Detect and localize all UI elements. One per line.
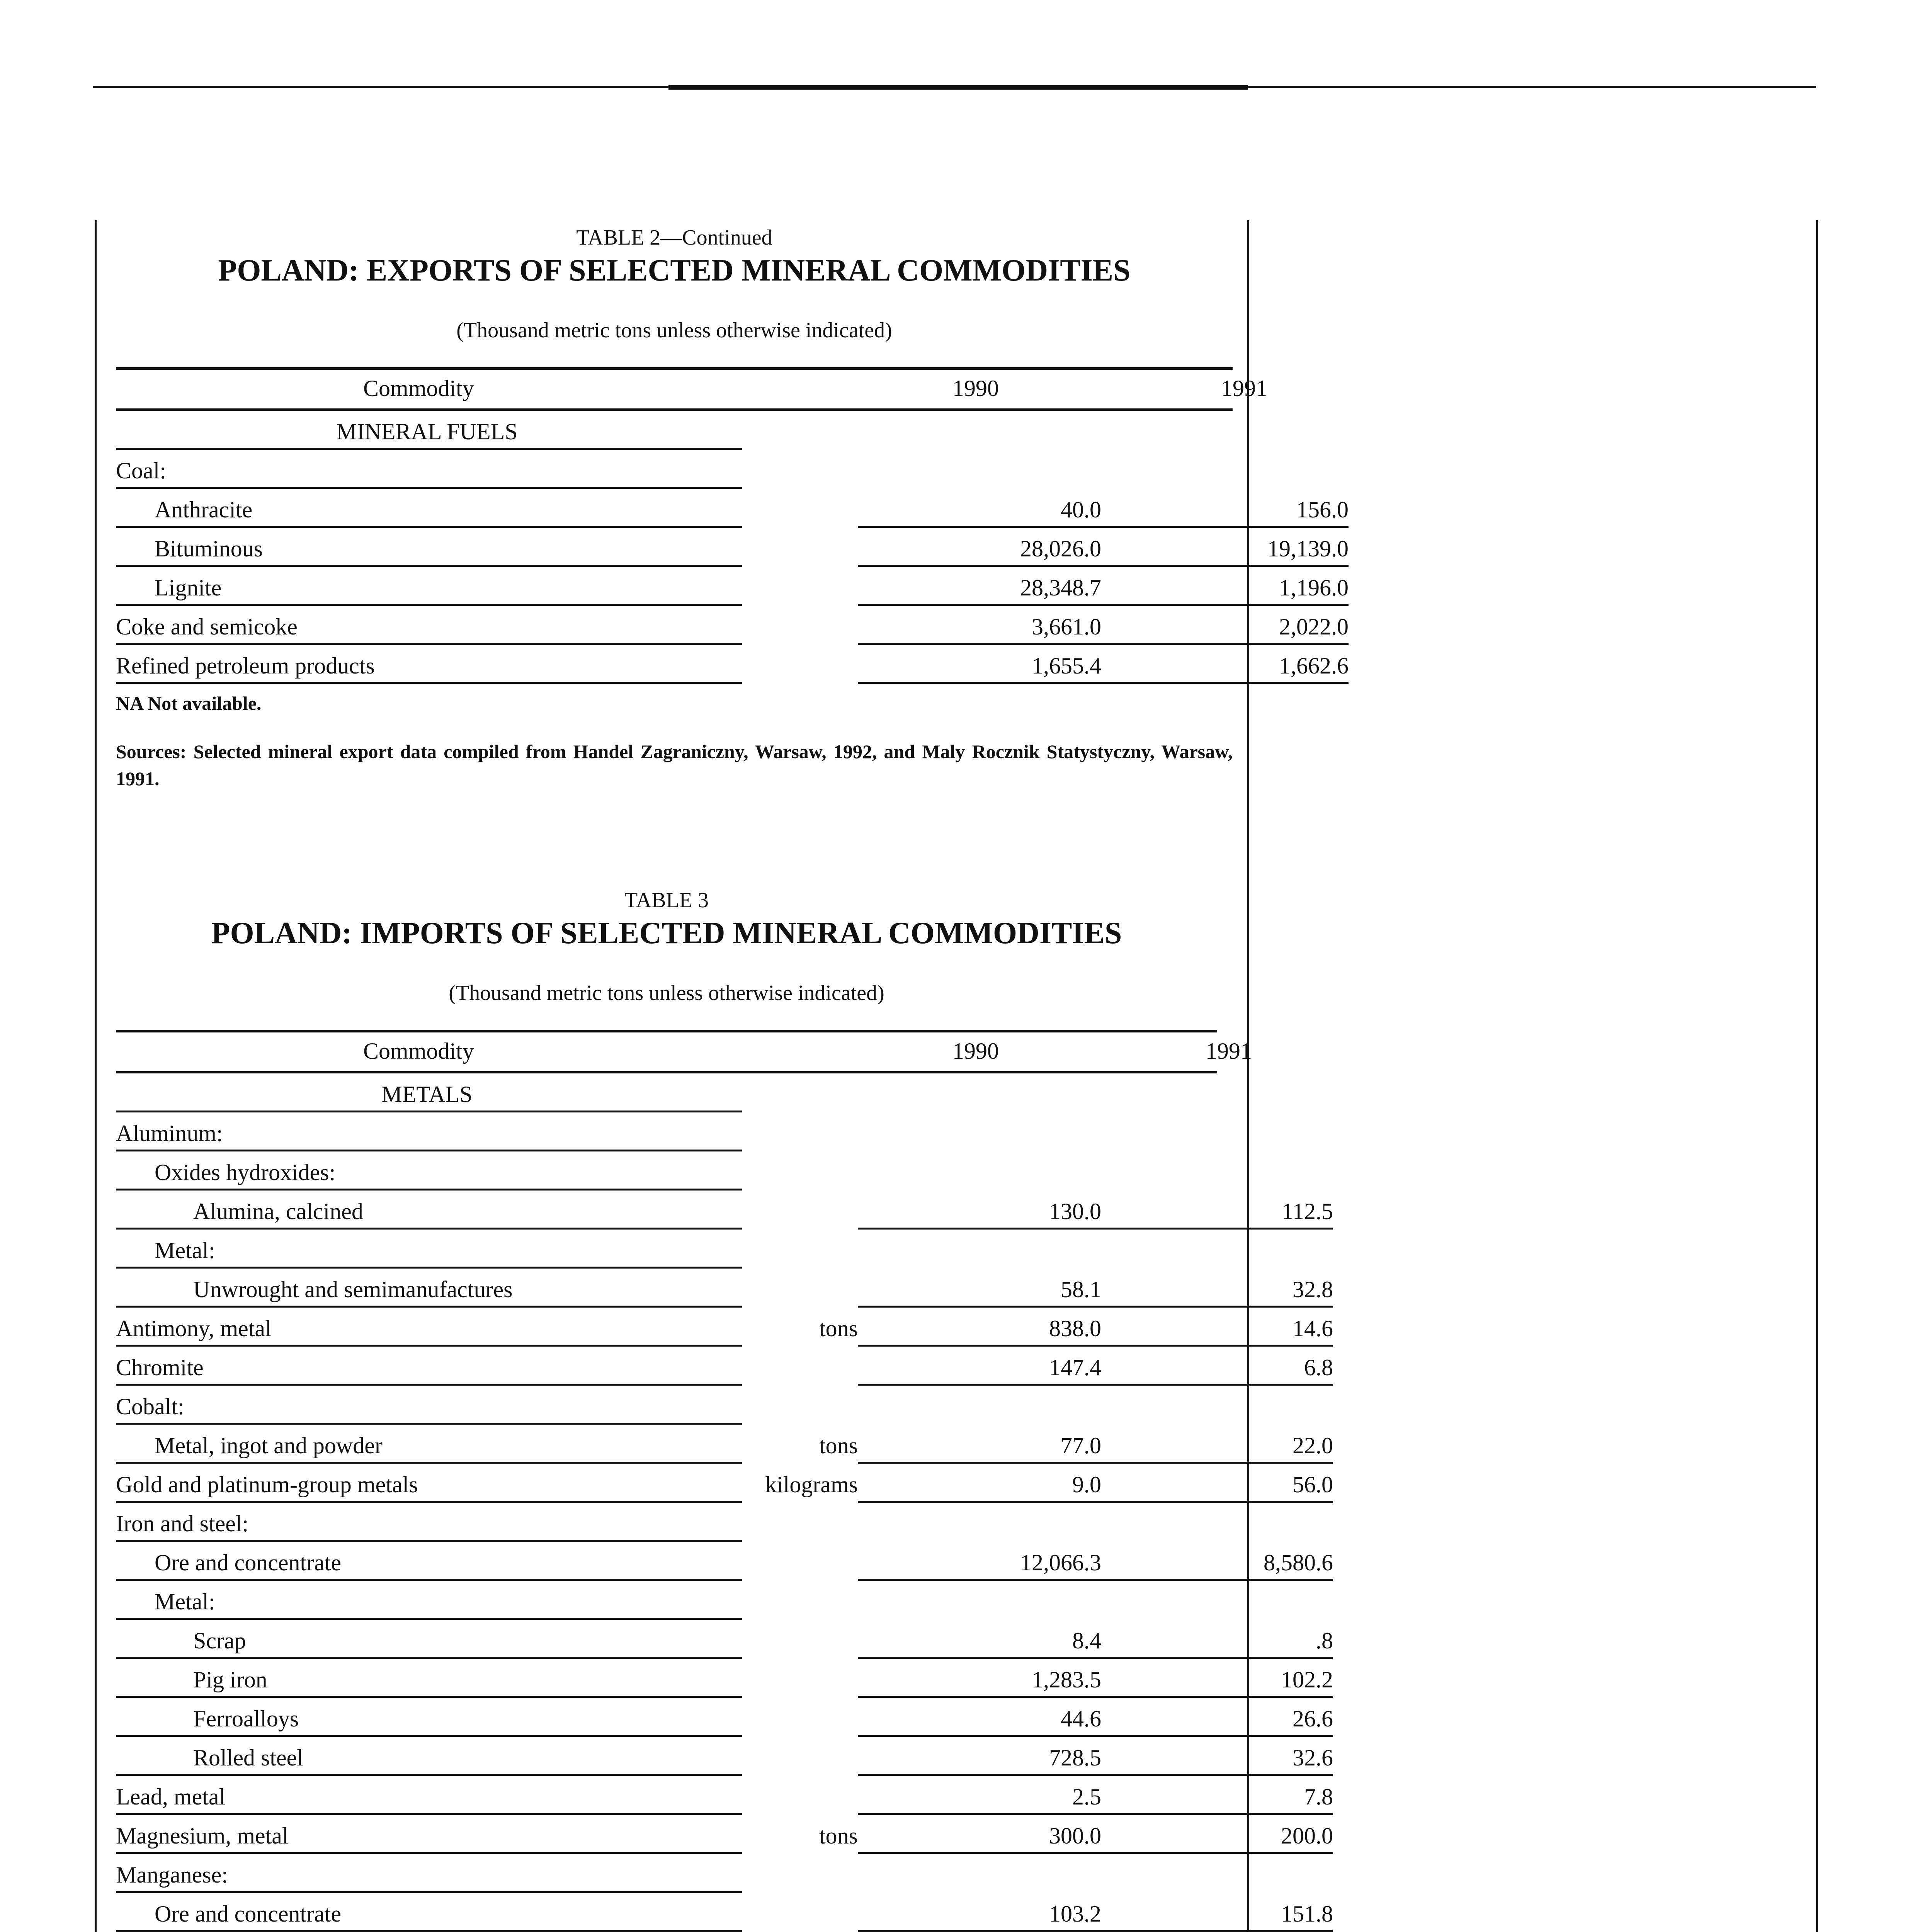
section-label: MINERAL FUELS bbox=[336, 419, 518, 444]
column-header-row bbox=[116, 367, 1267, 411]
value-1990: 40.0 bbox=[1061, 497, 1101, 522]
commodity-name: Cobalt: bbox=[116, 1394, 184, 1419]
commodity-name: Unwrought and semimanufactures bbox=[193, 1277, 513, 1302]
commodity-name: Pig iron bbox=[193, 1667, 267, 1692]
commodity-name: Ore and concentrate bbox=[155, 1550, 342, 1575]
table-sources: Sources: Selected mineral export data compiled from Handel Zagraniczny, Warsaw, 1992, and Maly Rocznik Statystyczny, Warsaw, 1991. bbox=[116, 741, 1233, 789]
section-label: METALS bbox=[381, 1082, 473, 1107]
table-row bbox=[116, 606, 1349, 645]
value-1991: 19,139.0 bbox=[1267, 536, 1349, 561]
commodity-name: Alumina, calcined bbox=[193, 1199, 363, 1224]
table-row bbox=[116, 1386, 1217, 1425]
table-row bbox=[116, 528, 1349, 567]
header-commodity: Commodity bbox=[363, 376, 474, 401]
table-units-note: (Thousand metric tons unless otherwise indicated) bbox=[456, 318, 892, 342]
table-row bbox=[116, 567, 1349, 606]
header-1991: 1991 bbox=[1221, 376, 1267, 401]
value-1990: 28,026.0 bbox=[1020, 536, 1101, 561]
value-1990: 1,283.5 bbox=[1032, 1667, 1101, 1692]
table-title: POLAND: EXPORTS OF SELECTED MINERAL COMMODITIES bbox=[218, 253, 1131, 287]
commodity-name: Oxides hydroxides: bbox=[155, 1160, 336, 1185]
value-1991: 8,580.6 bbox=[1264, 1550, 1333, 1575]
value-1990: 58.1 bbox=[1061, 1277, 1101, 1302]
commodity-name: Aluminum: bbox=[116, 1121, 223, 1146]
header-1990: 1990 bbox=[952, 1038, 999, 1064]
header-1990: 1990 bbox=[952, 376, 999, 401]
table-row bbox=[116, 1542, 1333, 1581]
table-row bbox=[116, 1893, 1333, 1932]
value-1991: 200.0 bbox=[1281, 1823, 1333, 1849]
unit-cell: tons bbox=[819, 1316, 858, 1341]
right-column-rule bbox=[1816, 220, 1818, 1932]
value-1991: 14.6 bbox=[1293, 1316, 1333, 1341]
table-label: TABLE 2—Continued bbox=[576, 226, 772, 250]
value-1991: 1,662.6 bbox=[1279, 653, 1349, 679]
value-1990: 838.0 bbox=[1049, 1316, 1101, 1341]
table-row bbox=[116, 489, 1349, 528]
table-label: TABLE 3 bbox=[624, 888, 709, 912]
commodity-name: Coal: bbox=[116, 458, 166, 483]
value-1990: 3,661.0 bbox=[1032, 614, 1101, 639]
value-1990: 9.0 bbox=[1072, 1472, 1101, 1497]
value-1991: 26.6 bbox=[1293, 1706, 1333, 1731]
table-row bbox=[116, 450, 1233, 489]
table-row bbox=[116, 1230, 1217, 1269]
value-1991: 151.8 bbox=[1281, 1901, 1333, 1927]
value-1991: 112.5 bbox=[1282, 1199, 1333, 1224]
value-1990: 8.4 bbox=[1072, 1628, 1101, 1653]
table-row bbox=[116, 1620, 1333, 1659]
value-1991: 2,022.0 bbox=[1279, 614, 1349, 639]
value-1991: 32.6 bbox=[1293, 1745, 1333, 1770]
commodity-name: Metal: bbox=[155, 1238, 215, 1263]
value-1990: 2.5 bbox=[1072, 1784, 1101, 1810]
table-row bbox=[116, 1581, 1217, 1620]
value-1990: 147.4 bbox=[1049, 1355, 1101, 1380]
commodity-name: Scrap bbox=[193, 1628, 246, 1653]
table-body bbox=[116, 411, 1349, 684]
value-1990: 728.5 bbox=[1049, 1745, 1101, 1770]
left-column-rule bbox=[95, 220, 97, 1932]
table-body bbox=[116, 1073, 1333, 1932]
unit-cell: tons bbox=[819, 1433, 858, 1458]
table-row bbox=[116, 1698, 1333, 1737]
commodity-name: Rolled steel bbox=[193, 1745, 303, 1770]
table-row bbox=[116, 1347, 1333, 1386]
commodity-name: Magnesium, metal bbox=[116, 1823, 289, 1849]
table-row bbox=[116, 1659, 1333, 1698]
table-row bbox=[116, 1776, 1333, 1815]
commodity-name: Chromite bbox=[116, 1355, 204, 1380]
table-row bbox=[116, 1737, 1333, 1776]
value-1990: 300.0 bbox=[1049, 1823, 1101, 1849]
table-row bbox=[116, 1151, 1217, 1190]
table-units-note: (Thousand metric tons unless otherwise indicated) bbox=[449, 981, 884, 1005]
value-1991: 22.0 bbox=[1293, 1433, 1333, 1458]
table-row bbox=[116, 1425, 1333, 1464]
commodity-name: Lead, metal bbox=[116, 1784, 226, 1810]
table-row bbox=[116, 1503, 1217, 1542]
value-1990: 103.2 bbox=[1049, 1901, 1101, 1927]
value-1990: 44.6 bbox=[1061, 1706, 1101, 1731]
commodity-name: Metal, ingot and powder bbox=[155, 1433, 383, 1458]
table-row bbox=[116, 1815, 1333, 1854]
commodity-name: Anthracite bbox=[155, 497, 253, 522]
row-rule bbox=[116, 682, 742, 684]
value-1991: 56.0 bbox=[1293, 1472, 1333, 1497]
value-1991: 1,196.0 bbox=[1279, 575, 1349, 600]
top-rule-accent bbox=[668, 85, 1248, 90]
value-1991: 32.8 bbox=[1293, 1277, 1333, 1302]
commodity-name: Bituminous bbox=[155, 536, 263, 561]
section-header-row bbox=[116, 411, 1233, 450]
value-1990: 12,066.3 bbox=[1020, 1550, 1101, 1575]
table-row bbox=[116, 1854, 1217, 1893]
header-1991: 1991 bbox=[1206, 1038, 1252, 1064]
table-row bbox=[116, 1308, 1333, 1347]
row-rule bbox=[858, 682, 1349, 684]
unit-cell: tons bbox=[819, 1823, 858, 1849]
value-1991: .8 bbox=[1316, 1628, 1333, 1653]
section-header-row bbox=[116, 1073, 1217, 1112]
commodity-name: Metal: bbox=[155, 1589, 215, 1614]
commodity-name: Manganese: bbox=[116, 1862, 228, 1888]
commodity-name: Ferroalloys bbox=[193, 1706, 299, 1731]
commodity-name: Gold and platinum-group metals bbox=[116, 1472, 418, 1497]
table-row bbox=[116, 1190, 1333, 1230]
header-commodity: Commodity bbox=[363, 1038, 474, 1064]
commodity-name: Ore and concentrate bbox=[155, 1901, 342, 1927]
exports-table bbox=[116, 224, 1349, 792]
value-1990: 28,348.7 bbox=[1020, 575, 1101, 600]
value-1991: 156.0 bbox=[1296, 497, 1349, 522]
table-title: POLAND: IMPORTS OF SELECTED MINERAL COMMODITIES bbox=[211, 916, 1122, 950]
commodity-name: Lignite bbox=[155, 575, 222, 600]
column-header-row bbox=[116, 1030, 1252, 1073]
value-1990: 77.0 bbox=[1061, 1433, 1101, 1458]
value-1991: 102.2 bbox=[1281, 1667, 1333, 1692]
value-1990: 1,655.4 bbox=[1032, 653, 1101, 679]
value-1991: 7.8 bbox=[1304, 1784, 1333, 1810]
commodity-name: Iron and steel: bbox=[116, 1511, 249, 1536]
table-footnote: NA Not available. bbox=[116, 692, 262, 714]
value-1991: 6.8 bbox=[1304, 1355, 1333, 1380]
value-1990: 130.0 bbox=[1049, 1199, 1101, 1224]
table-row bbox=[116, 1269, 1333, 1308]
unit-cell: kilograms bbox=[765, 1472, 858, 1497]
commodity-name: Refined petroleum products bbox=[116, 653, 375, 679]
commodity-name: Antimony, metal bbox=[116, 1316, 272, 1341]
table-row bbox=[116, 1464, 1333, 1503]
imports-table bbox=[116, 887, 1333, 1932]
table-row bbox=[116, 1112, 1217, 1151]
table-row bbox=[116, 645, 1349, 684]
commodity-name: Coke and semicoke bbox=[116, 614, 298, 639]
